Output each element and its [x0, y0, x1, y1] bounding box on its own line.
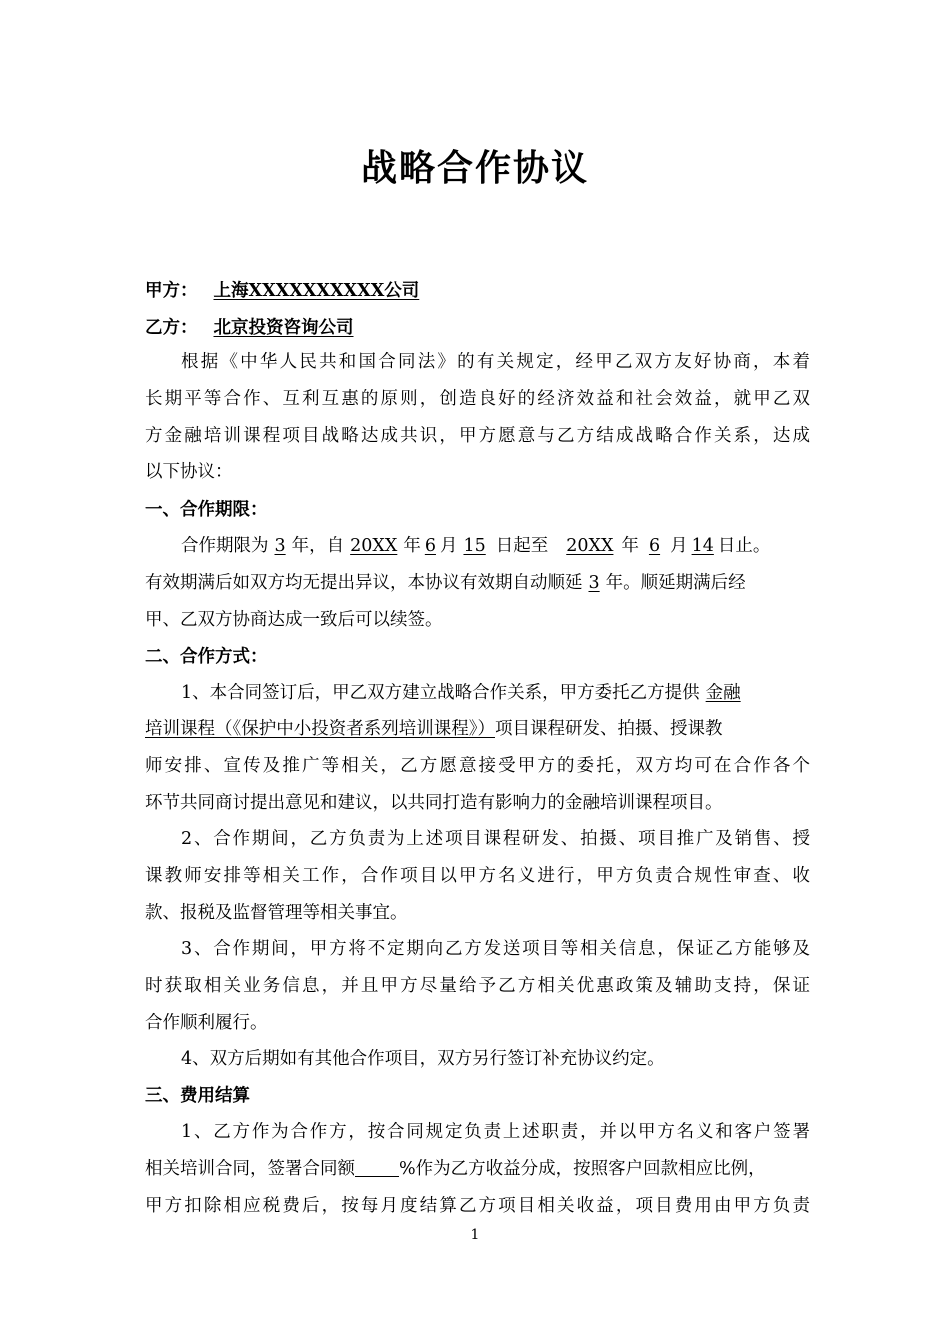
term-line-1: 合作期限为 3 年，自 20XX 年 6 月 15 日起至 20XX 年 6 月 14 日止。 [181, 536, 771, 556]
section-2-heading: 二、合作方式： [145, 647, 268, 667]
section-3-heading: 三、费用结算 [145, 1086, 250, 1106]
method-1-line-2: 培训课程（《保护中小投资者系列培训课程》）项目课程研发、拍摄、授课教 [145, 719, 723, 739]
fee-1-line-1: 1、乙方作为合作方，按合同规定负责上述职责，并以甲方名义和客户签署 [181, 1122, 810, 1142]
start-day: 15 [463, 536, 486, 556]
end-year: 20XX [566, 536, 614, 556]
party-a-label: 甲方： [145, 281, 198, 301]
method-3-line-2: 时获取相关业务信息，并且甲方尽量给予乙方相关优惠政策及辅助支持，保证 [145, 976, 810, 996]
intro-line-4: 以下协议： [145, 462, 233, 482]
service-name-part-2: 培训课程（《保护中小投资者系列培训课程》） [145, 719, 495, 739]
method-1-line-4: 环节共同商讨提出意见和建议，以共同打造有影响力的金融培训课程项目。 [145, 793, 723, 813]
method-4-line-1: 4、双方后期如有其他合作项目，双方另行签订补充协议约定。 [181, 1049, 665, 1069]
method-1-line-1: 1、本合同签订后，甲乙双方建立战略合作关系，甲方委托乙方提供 金融 [181, 683, 741, 703]
share-percent-blank [355, 1158, 399, 1177]
party-b-line [145, 316, 810, 340]
intro-line-2: 长期平等合作、互利互惠的原则，创造良好的经济效益和社会效益，就甲乙双 [145, 389, 810, 409]
fee-1-line-2: 相关培训合同，签署合同额 %作为乙方收益分成，按照客户回款相应比例， [145, 1159, 766, 1179]
method-2-line-2: 课教师安排等相关工作，合作项目以甲方名义进行，甲方负责合规性审查、收 [145, 866, 810, 886]
page-number: 1 [470, 1227, 480, 1243]
end-month: 6 [648, 536, 661, 556]
method-2-line-3: 款、报税及监督管理等相关事宜。 [145, 903, 408, 923]
method-3-line-3: 合作顺利履行。 [145, 1013, 268, 1033]
end-day: 14 [691, 536, 714, 556]
method-2-line-1: 2、合作期间，乙方负责为上述项目课程研发、拍摄、项目推广及销售、授 [181, 829, 810, 849]
renew-years: 3 [588, 573, 600, 593]
method-3-line-1: 3、合作期间，甲方将不定期向乙方发送项目等相关信息，保证乙方能够及 [181, 939, 810, 959]
service-name-part-1: 金融 [705, 683, 741, 703]
term-line-2: 有效期满后如双方均无提出异议，本协议有效期自动顺延 3 年。顺延期满后经 [145, 573, 746, 593]
term-years: 3 [274, 536, 286, 556]
term-line-3: 甲、乙双方协商达成一致后可以续签。 [145, 610, 443, 630]
party-b-label: 乙方： [145, 318, 198, 338]
party-a-name: 上海XXXXXXXXXX公司 [213, 281, 420, 301]
document-title: 战略合作协议 [360, 147, 589, 189]
method-1-line-3: 师安排、宣传及推广等相关，乙方愿意接受甲方的委托，双方均可在合作各个 [145, 756, 810, 776]
start-year: 20XX [350, 536, 398, 556]
intro-line-1: 根据《中华人民共和国合同法》的有关规定，经甲乙双方友好协商，本着 [181, 352, 810, 372]
start-month: 6 [424, 536, 436, 556]
fee-1-line-3: 甲方扣除相应税费后，按每月度结算乙方项目相关收益，项目费用由甲方负责 [145, 1196, 810, 1216]
party-a-line [145, 279, 810, 303]
section-1-heading: 一、合作期限： [145, 500, 268, 520]
intro-line-3: 方金融培训课程项目战略达成共识，甲方愿意与乙方结成战略合作关系，达成 [145, 426, 810, 446]
party-b-name: 北京投资咨询公司 [213, 318, 354, 338]
